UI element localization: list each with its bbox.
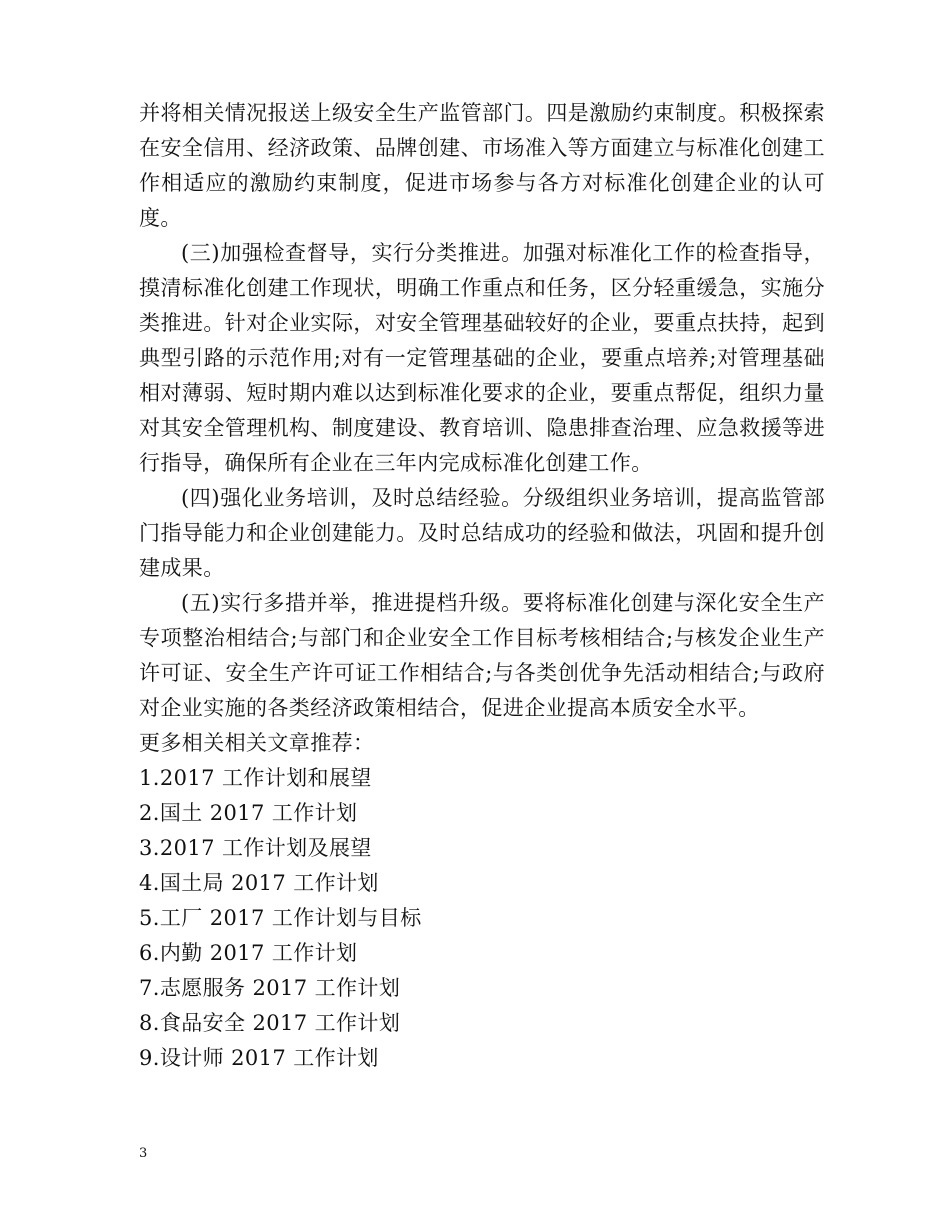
related-article-link[interactable]: 4.国土局 2017 工作计划 (139, 871, 379, 895)
paragraph-section-4: (四)强化业务培训，及时总结经验。分级组织业务培训，提高监管部门指导能力和企业创建能力。及时总结成功的经验和做法，巩固和提升创建成果。 (139, 486, 825, 580)
related-article-link[interactable]: 8.食品安全 2017 工作计划 (139, 1011, 401, 1035)
page-number: 3 (139, 1146, 148, 1161)
paragraph-section-5: (五)实行多措并举，推进提档升级。要将标准化创建与深化安全生产专项整治相结合;与部门和企业安全工作目标考核相结合;与核发企业生产许可证、安全生产许可证工作相结合;与各类创优争先活动相结合;与政府对企业实施的各类经济政策相结合，促进企业提高本质安全水平。 (139, 591, 825, 720)
paragraph-section-3: (三)加强检查督导，实行分类推进。加强对标准化工作的检查指导，摸清标准化创建工作现状，明确工作重点和任务，区分轻重缓急，实施分类推进。针对企业实际，对安全管理基础较好的企业，要重点扶持，起到典型引路的示范作用;对有一定管理基础的企业，要重点培养;对管理基础相对薄弱、短时期内难以达到标准化要求的企业，要重点帮促，组织力量对其安全管理机构、制度建设、教育培训、隐患排查治理、应急救援等进行指导，确保所有企业在三年内完成标准化创建工作。 (139, 241, 825, 475)
paragraph-continuation: 并将相关情况报送上级安全生产监管部门。四是激励约束制度。积极探索在安全信用、经济政策、品牌创建、市场准入等方面建立与标准化创建工作相适应的激励约束制度，促进市场参与各方对标准化创建企业的认可度。 (139, 101, 825, 230)
related-articles-heading: 更多相关相关文章推荐： (139, 731, 375, 755)
related-article-link[interactable]: 9.设计师 2017 工作计划 (139, 1046, 379, 1070)
related-article-link[interactable]: 1.2017 工作计划和展望 (139, 766, 372, 790)
related-article-link[interactable]: 5.工厂 2017 工作计划与目标 (139, 906, 422, 930)
related-article-link[interactable]: 6.内勤 2017 工作计划 (139, 941, 358, 965)
related-article-link[interactable]: 3.2017 工作计划及展望 (139, 836, 372, 860)
related-article-link[interactable]: 7.志愿服务 2017 工作计划 (139, 976, 401, 1000)
document-page (139, 96, 825, 1076)
related-article-link[interactable]: 2.国土 2017 工作计划 (139, 801, 358, 825)
related-articles-list (139, 761, 825, 1076)
